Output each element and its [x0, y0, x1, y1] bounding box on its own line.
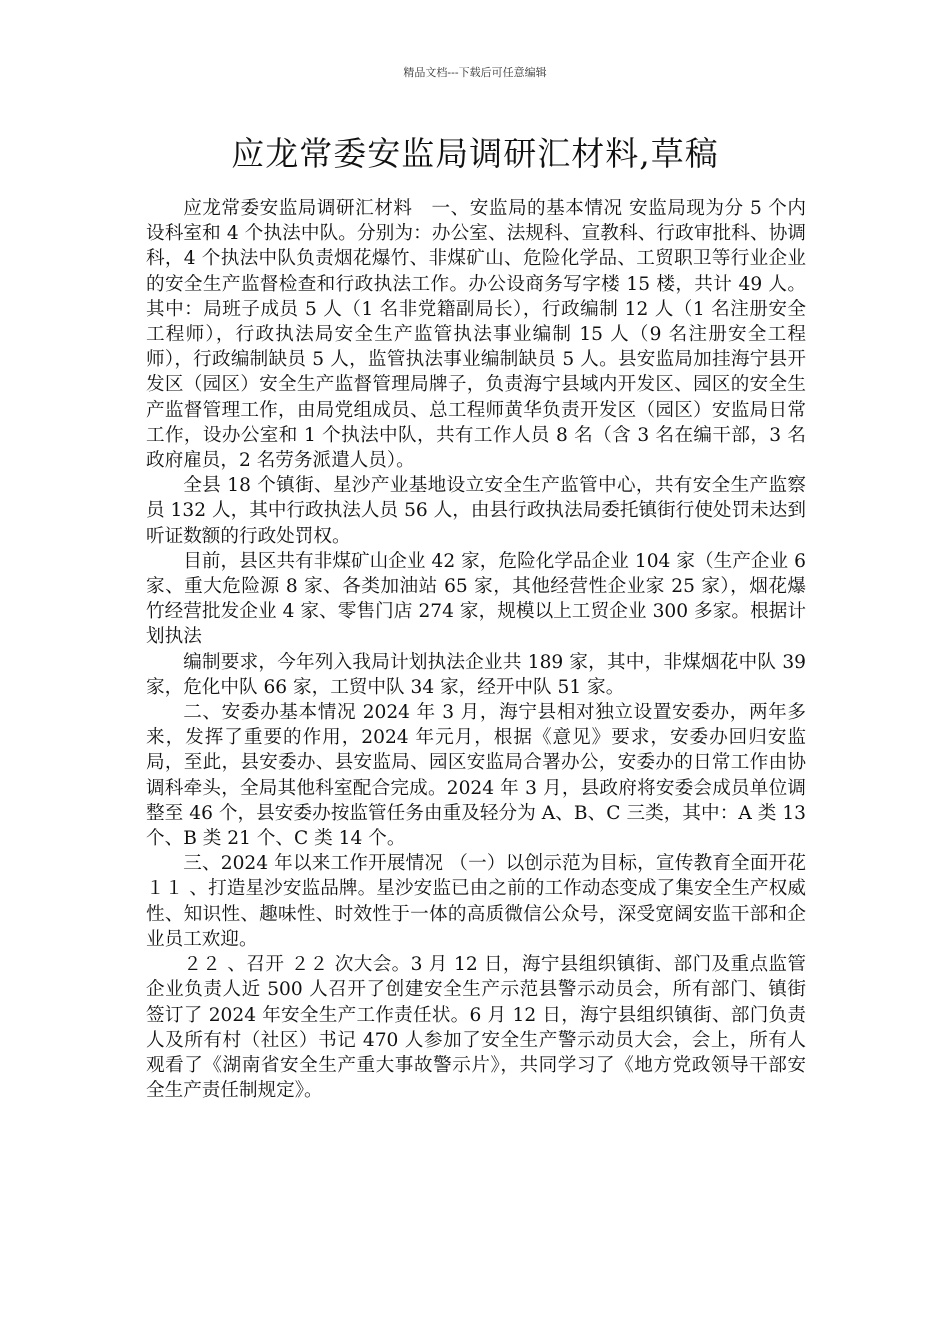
paragraph-5: 二、安委办基本情况 2024 年 3 月，海宁县相对独立设置安委办，两年多来，发挥了重要的作用，2024 年元月，根据《意见》要求，安委办回归安监局，至此，县安委办、县安监局、园区安监局合署办公，安委办的日常工作由协调科牵头，全局其他科室配合完成。2024 年 3 月，县政府将安委会成员单位调整至 46 个，县安委办按监管任务由重及轻分为 A、B、C 三类，其中：A 类 13 个、B 类 21 个、C 类 14 个。 — [146, 702, 806, 850]
header-note: 精品文档---下载后可任意编辑 — [403, 66, 547, 79]
paragraph-1: 应龙常委安监局调研汇材料 一、安监局的基本情况 安监局现为分 5 个内设科室和 4 个执法中队。分别为：办公室、法规科、宣教科、行政审批科、协调科，4 个执法中队负责烟花爆竹、非煤矿山、危险化学品、工贸职卫等行业企业的安全生产监督检查和行政执法工作。办公设商务写字楼 15 楼，共计 49 人。其中：局班子成员 5 人（1 名非党籍副局长），行政编制 12 人（1 名注册安全工程师），行政执法局安全生产监管执法事业编制 15 人（9 名注册安全工程师），行政编制缺员 5 人，监管执法事业编制缺员 5 人。县安监局加挂海宁县开发区（园区）安全生产监督管理局牌子，负责海宁县域内开发区、园区的安全生产监督管理工作，由局党组成员、总工程师黄华负责开发区（园区）安监局日常工作，设办公室和 1 个执法中队，共有工作人员 8 名（含 3 名在编干部，3 名政府雇员，2 名劳务派遣人员）。 — [146, 198, 806, 472]
paragraph-4: 编制要求，今年列入我局计划执法企业共 189 家，其中，非煤烟花中队 39 家，危化中队 66 家，工贸中队 34 家，经开中队 51 家。 — [146, 651, 806, 698]
paragraph-6: 三、2024 年以来工作开展情况 （一）以创示范为目标，宣传教育全面开花 １１ 、打造星沙安监品牌。星沙安监已由之前的工作动态变成了集安全生产权威性、知识性、趣味性、时效性于一体的高质微信公众号，深受宽阔安监干部和企业员工欢迎。 — [146, 853, 806, 950]
document-body — [146, 196, 806, 1103]
paragraph-3: 目前，县区共有非煤矿山企业 42 家，危险化学品企业 104 家（生产企业 6 家、重大危险源 8 家、各类加油站 65 家，其他经营性企业家 25 家），烟花爆竹经营批发企业 4 家、零售门店 274 家，规模以上工贸企业 300 多家。根据计划执法 — [146, 550, 806, 648]
paragraph-2: 全县 18 个镇街、星沙产业基地设立安全生产监管中心，共有安全生产监察员 132 人，其中行政执法人员 56 人，由县行政执法局委托镇街行使处罚未达到听证数额的行政处罚权。 — [146, 475, 806, 547]
document-title: 应龙常委安监局调研汇材料,草稿 — [231, 134, 719, 173]
paragraph-7: ２２ 、召开 ２２ 次大会。3 月 12 日，海宁县组织镇街、部门及重点监管企业负责人近 500 人召开了创建安全生产示范县警示动员会，所有部门、镇街签订了 2024 年安全生产工作责任状。6 月 12 日，海宁县组织镇街、部门负责人及所有村（社区）书记 470 人参加了安全生产警示动员大会，会上，所有人观看了《湖南省安全生产重大事故警示片》，共同学习了《地方党政领导干部安全生产责任制规定》。 — [146, 954, 806, 1102]
